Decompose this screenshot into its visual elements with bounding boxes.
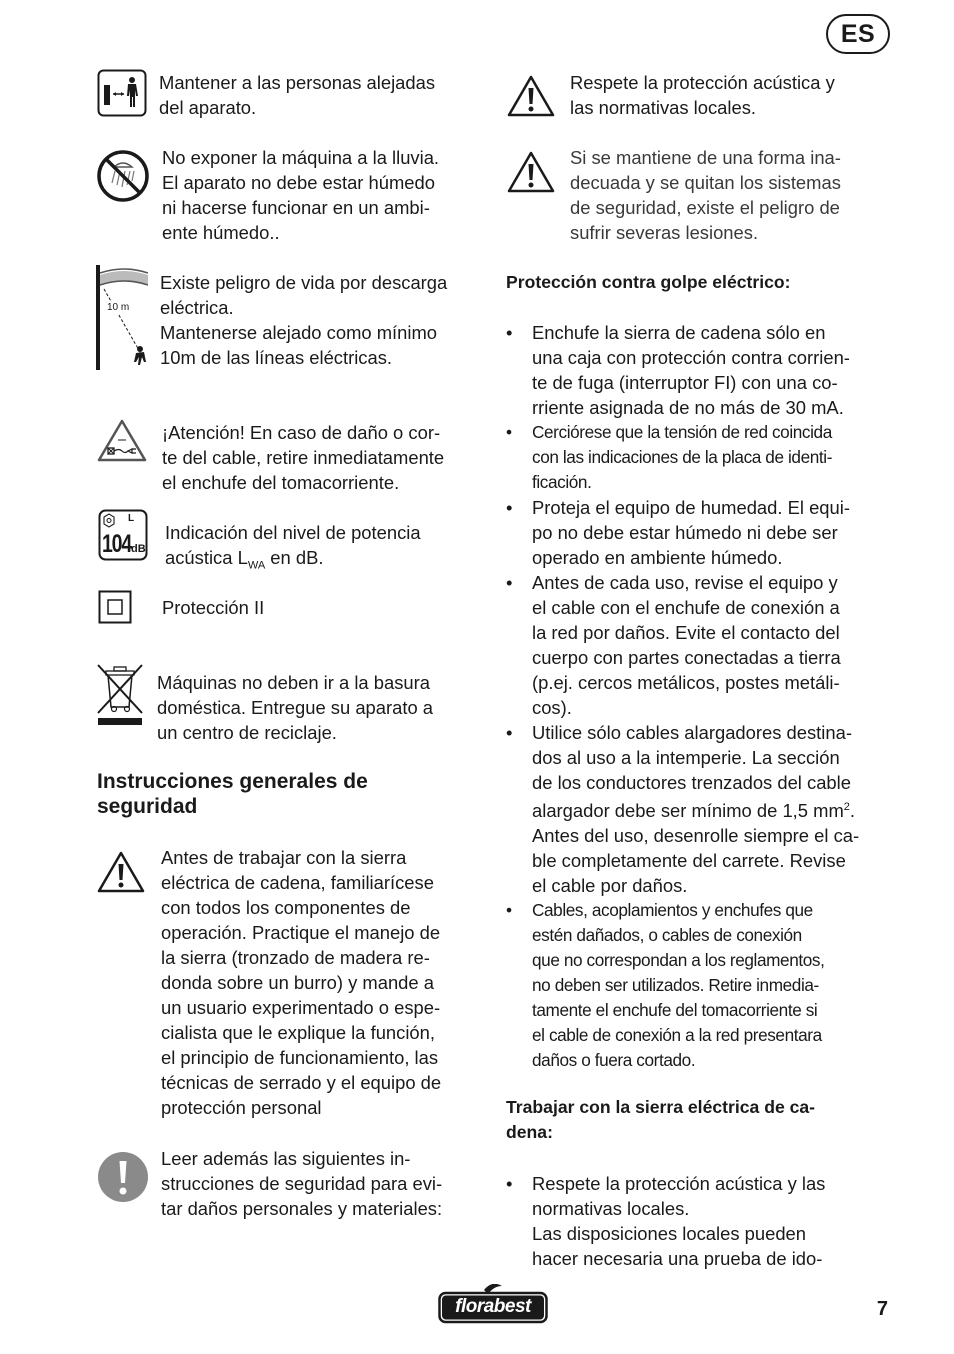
language-badge: ES <box>826 14 890 54</box>
sound-power-text-main: Indicación del nivel de potencia acústica L <box>165 522 421 568</box>
warning-icon <box>96 850 146 895</box>
keep-away-icon <box>97 69 147 117</box>
warning-icon-noise <box>506 74 556 119</box>
damaged-cable-text: ¡Atención! En caso de daño o cor- te del cable, retire inmediatamente el enchufe del tomacorriente. <box>162 422 445 493</box>
list-item: • Respete la protección acústica y las normativas locales. Las disposiciones locales pueden hacer necesaria una prueba de ido- <box>506 1171 906 1271</box>
sound-power-subscript: WA <box>247 559 266 572</box>
list-item: • Enchufe la sierra de cadena sólo en una caja con protección contra corrien- te de fuga (interruptor FI) con una co- rriente asignada de no más de 30 mA. <box>506 320 906 420</box>
list-item: • Antes de cada uso, revise el equipo y el cable con el enchufe de conexión a la red por daños. Evite el contacto del cuerpo con partes conectadas a tierra (p.ej. cercos metálicos, postes metáli- cos). <box>506 570 906 720</box>
shock-protection-list <box>506 320 906 1073</box>
list-item: • Cerciórese que la tensión de red coincida con las indicaciones de la placa de identi- ficación. <box>506 420 906 495</box>
list-item <box>506 720 906 898</box>
sound-power-text <box>165 520 421 579</box>
warning-text: Antes de trabajar con la sierra eléctrica de cadena, familiarícese con todos los componentes de operación. Practique el manejo de la sierra (tronzado de madera re- donda sobre un burro) y mande a un usuario experimentado o espe- cialista que le explique la función, el principio de funcionamiento, las técnicas de serrado y el equipo de protección personal <box>161 847 442 1118</box>
maintenance-warning-text: Si se mantiene de una forma ina- decuada y se quitan los sistemas de seguridad, existe el peligro de sufrir severas lesiones. <box>570 147 841 243</box>
sound-value: 104 <box>102 530 132 558</box>
protection-class-text: Protección II <box>162 597 265 618</box>
extension-cable-text-end: . Antes del uso, desenrolle siempre el ca- ble completamente del carrete. Revise el cable por daños. <box>532 800 860 897</box>
double-insulation-icon <box>98 590 132 624</box>
no-rain-icon <box>96 149 150 203</box>
extension-cable-text: Utilice sólo cables alargadores destina- dos al uso a la intemperie. La sección de los conductores trenzados del cable alargador debe ser mínimo de 1,5 mm <box>532 722 852 822</box>
warning-icon-maintenance <box>506 150 556 195</box>
shock-protection-heading: Protección contra golpe eléctrico: <box>506 272 791 292</box>
exclamation-circle-icon <box>97 1151 149 1203</box>
recycle-text: Máquinas no deben ir a la basura doméstica. Entregue su aparato a un centro de reciclaje. <box>157 672 434 743</box>
work-heading: Trabajar con la sierra eléctrica de ca- dena: <box>506 1097 816 1142</box>
damaged-cable-icon <box>96 418 148 464</box>
lwa-label: L <box>128 513 135 524</box>
noise-protection-text: Respete la protección acústica y las normativas locales. <box>570 72 835 118</box>
electric-warning-text: Existe peligro de vida por descarga eléctrica. Mantenerse alejado como mínimo 10m de las líneas eléctricas. <box>160 272 448 368</box>
list-item: • Cables, acoplamientos y enchufes que estén dañados, o cables de conexión que no correspondan a los reglamentos, no deben ser utilizados. Retire inmedia- tamente el enchufe del tomacorriente si el cable de conexión a la red presentara daños o fuera cortado. <box>506 898 906 1073</box>
no-rain-text: No exponer la máquina a la lluvia. El aparato no debe estar húmedo ni hacerse funcionar en un ambi- ente húmedo.. <box>162 147 440 243</box>
distance-label: 10 m <box>107 302 130 313</box>
list-item: • Proteja el equipo de humedad. El equi- po no debe estar húmedo ni debe ser operado en ambiente húmedo. <box>506 495 906 570</box>
section-heading: Instrucciones generales de seguridad <box>97 770 368 818</box>
squared-superscript: 2 <box>843 801 850 813</box>
page-number: 7 <box>876 1298 888 1320</box>
crossed-bin-icon <box>96 663 144 727</box>
keep-away-text: Mantener a las personas alejadas del aparato. <box>159 72 436 118</box>
sound-power-text-end: en dB. <box>265 547 324 568</box>
logo-text: florabest <box>455 1296 531 1317</box>
sound-unit: dB <box>131 543 146 555</box>
power-line-icon <box>96 265 148 370</box>
work-list <box>506 1171 906 1271</box>
read-instructions-text: Leer además las siguientes in- strucciones de seguridad para evi- tar daños personales y materiales: <box>161 1148 443 1219</box>
